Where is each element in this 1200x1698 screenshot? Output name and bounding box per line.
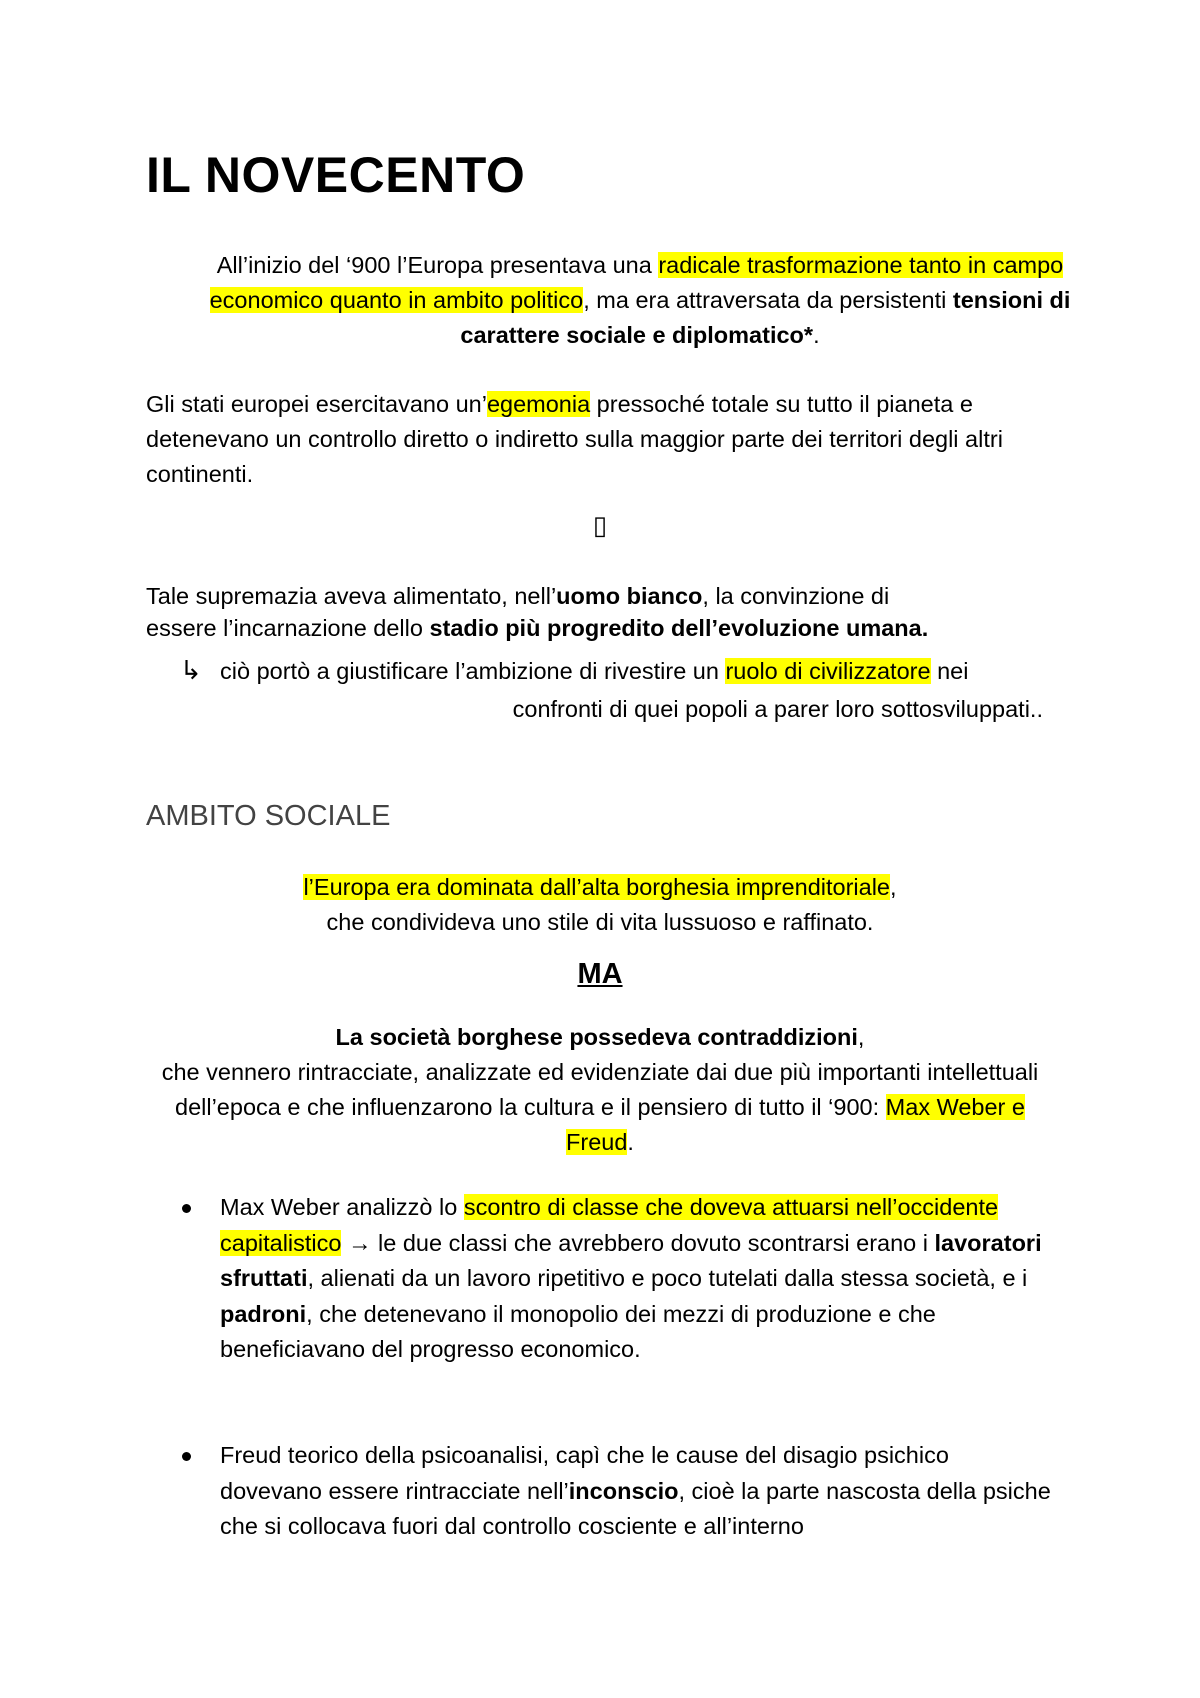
egemonia-paragraph — [146, 387, 1066, 492]
borghesia-paragraph — [100, 870, 1100, 940]
bullet-bold: padroni — [220, 1300, 307, 1327]
intro-text: . — [813, 322, 820, 348]
ma-heading: MA — [577, 958, 623, 990]
list-item — [176, 1190, 1056, 1368]
bullet-bold: inconscio — [568, 1477, 679, 1504]
consequence-text: nei — [930, 658, 969, 684]
borghesia-highlight: l’Europa era dominata dall’alta borghesia imprenditoriale — [303, 874, 890, 900]
intro-text: All’inizio del ‘900 l’Europa presentava una — [216, 252, 659, 278]
bullet-dot-icon — [182, 1452, 191, 1461]
list-item — [176, 1438, 1056, 1545]
intro-bold: tensioni di carattere sociale e diplomatico* — [460, 287, 1071, 348]
consequence-highlight: ruolo di civilizzatore — [725, 658, 931, 684]
egemonia-text: Gli stati europei esercitavano un’ — [146, 391, 487, 417]
consequence-paragraph — [180, 653, 1060, 727]
contraddizioni-text: . — [627, 1129, 634, 1155]
supremazia-text: , la convinzione di — [702, 583, 890, 609]
section-heading: AMBITO SOCIALE — [146, 800, 391, 832]
return-arrow-icon: ↳ — [180, 655, 202, 685]
bullet-text: , che detenevano il monopolio dei mezzi di produzione e che beneficiavano del progresso economico. — [220, 1300, 936, 1362]
placeholder-glyph-icon: ▯ — [592, 510, 608, 540]
contraddizioni-bold: La società borghese possedeva contraddizioni — [335, 1024, 858, 1050]
document-title: IL NOVECENTO — [146, 147, 526, 203]
bullet-text: → le due classi che avrebbero dovuto scontrarsi erano i — [341, 1229, 935, 1256]
supremazia-bold: uomo bianco — [556, 583, 703, 609]
supremazia-text: Tale supremazia aveva alimentato, nell’ — [146, 583, 557, 609]
borghesia-text: che condivideva uno stile di vita lussuoso e raffinato. — [326, 909, 874, 935]
contraddizioni-paragraph — [140, 1020, 1060, 1160]
intro-paragraph — [200, 248, 1080, 353]
bullet-text: Freud teorico della psicoanalisi, capì che le cause del disagio psichico dovevano essere rintracciate nell’ — [220, 1442, 949, 1504]
consequence-text: confronti di quei popoli a parer loro sottosviluppati.. — [512, 696, 1043, 722]
contraddizioni-highlight: Max Weber e Freud — [566, 1094, 1025, 1155]
contraddizioni-text: , — [857, 1024, 865, 1050]
contraddizioni-text: che vennero rintracciate, analizzate ed evidenziate dai due più importanti intellettuali dell’epoca e che influenzarono la cultura e il pensiero di tutto il ‘900: — [161, 1059, 1039, 1120]
bullet-bold: lavoratori sfruttati — [220, 1229, 1042, 1291]
bullet-dot-icon — [182, 1204, 191, 1213]
bullet-text: , cioè la parte nascosta della psiche che si collocava fuori dal controllo cosciente e all’interno — [220, 1477, 1051, 1539]
bullet-text: Max Weber analizzò lo — [220, 1194, 464, 1220]
bullet-list — [176, 1438, 1056, 1545]
borghesia-text: , — [890, 874, 897, 900]
bullet-text: , alienati da un lavoro ripetitivo e poco tutelati dalla stessa società, e i — [307, 1265, 1028, 1291]
supremazia-paragraph — [146, 580, 1086, 644]
egemonia-text: pressoché totale su tutto il pianeta e detenevano un controllo diretto o indiretto sulla maggior parte dei territori degli altri continenti. — [146, 391, 1003, 487]
bullet-highlight: scontro di classe che doveva attuarsi nell’occidente capitalistico — [220, 1194, 999, 1256]
intro-text: , ma era attraversata da persistenti — [583, 287, 953, 313]
supremazia-text: essere l’incarnazione dello — [146, 615, 430, 641]
egemonia-highlight: egemonia — [486, 391, 591, 417]
supremazia-bold: stadio più progredito dell’evoluzione umana. — [429, 615, 929, 641]
intro-highlight: radicale trasformazione tanto in campo economico quanto in ambito politico — [209, 252, 1064, 313]
consequence-text: ciò portò a giustificare l’ambizione di rivestire un — [220, 658, 726, 684]
bullet-list — [176, 1190, 1056, 1368]
